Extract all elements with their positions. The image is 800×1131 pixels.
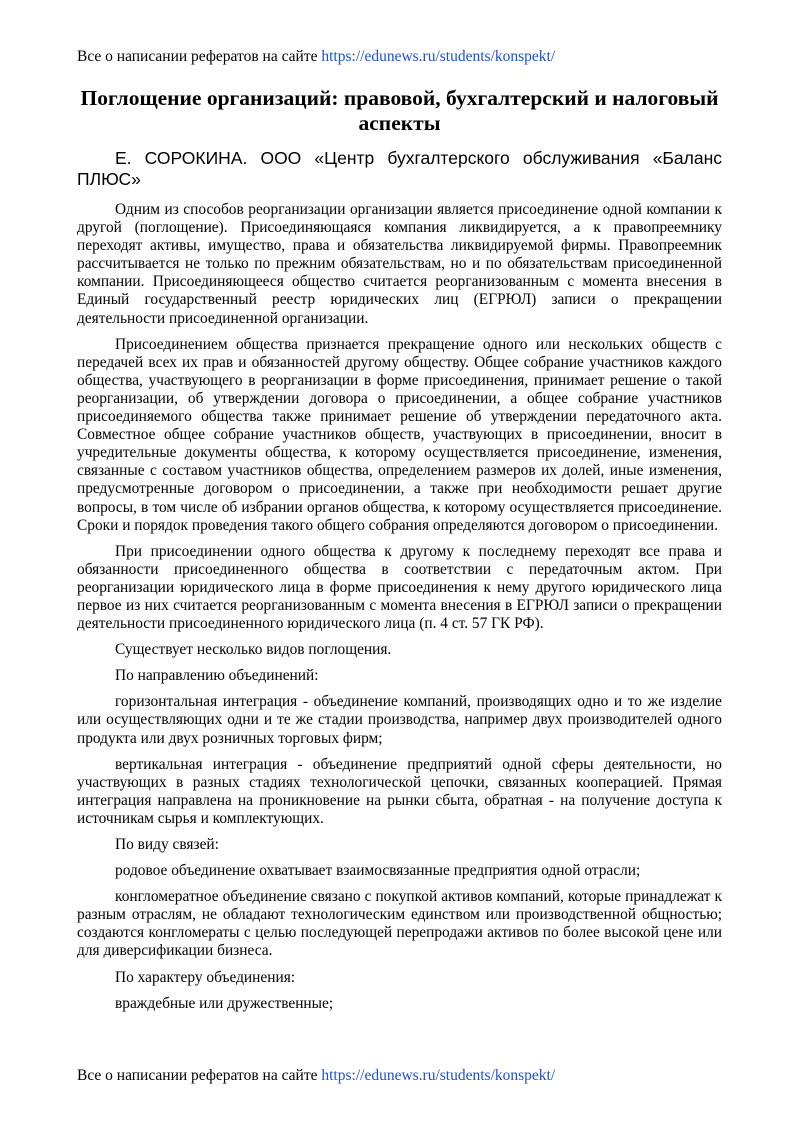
paragraph: Существует несколько видов поглощения. <box>115 641 392 659</box>
footer-link[interactable]: https://edunews.ru/students/konspekt/ <box>321 1067 556 1084</box>
paragraph: Одним из способов реорганизации организации является присоединение одной компании к другой (поглощение). Присоединяющаяся компания ликвидируется, а к правопреемнику переходят активы, имущество, права и обязательства ликвидируемой фирмы. Правопреемник рассчитывается не только по прежним обязательствам, но и по обязательствам присоединенной компании. Присоединяющееся общество считается реорганизованным с момента внесения в Единый государственный реестр юридических лиц (ЕГРЮЛ) записи о прекращении деятельности присоединенной организации. <box>77 201 722 327</box>
paragraph: враждебные или дружественные; <box>115 994 334 1012</box>
paragraph: вертикальная интеграция - объединение предприятий одной сферы деятельности, но участвующих в разных стадиях технологической цепочки, связанных кооперацией. Прямая интеграция направлена на проникновение на рынки сбыта, обратная - на получение доступа к источникам сырья и комплектующих. <box>77 755 722 827</box>
paragraph: По виду связей: <box>115 836 219 853</box>
document-title: Поглощение организаций: правовой, бухгалтерский и налоговый аспекты <box>80 86 719 135</box>
paragraph: горизонтальная интеграция - объединение компаний, производящих одно и то же изделие или осуществляющих одни и те же стадии производства, например двух производителей одного продукта или двух розничных торговых фирм; <box>77 693 722 747</box>
author-line: Е. СОРОКИНА. ООО «Центр бухгалтерского обслуживания «Баланс ПЛЮС» <box>77 148 722 189</box>
footer-text: Все о написании рефератов на сайте <box>77 1067 322 1084</box>
header-link[interactable]: https://edunews.ru/students/konspekt/ <box>321 48 556 65</box>
paragraph: родовое объединение охватывает взаимосвязанные предприятия одной отрасли; <box>115 862 641 880</box>
page-footer <box>77 1067 555 1085</box>
header-text: Все о написании рефератов на сайте <box>77 48 322 65</box>
page-header <box>77 48 555 66</box>
paragraph: конгломератное объединение связано с покупкой активов компаний, которые принадлежат к разным отраслям, не обладают технологическим единством или производственной общностью; создаются конгломераты с целью последующей перепродажи активов по более высокой цене или для диверсификации бизнеса. <box>77 888 722 960</box>
paragraph: По направлению объединений: <box>115 667 319 685</box>
document-body <box>77 86 722 1021</box>
paragraph: По характеру объединения: <box>115 968 296 986</box>
paragraph: При присоединении одного общества к другому к последнему переходят все права и обязанности присоединенного общества в соответствии с передаточным актом. При реорганизации юридического лица в форме присоединения к нему другого юридического лица первое из них считается реорганизованным с момента внесения в ЕГРЮЛ записи о прекращении деятельности присоединенного юридического лица (п. 4 ст. 57 ГК РФ). <box>77 542 722 633</box>
paragraph: Присоединением общества признается прекращение одного или нескольких обществ с передачей всех их прав и обязанностей другому обществу. Общее собрание участников каждого общества, участвующего в реорганизации в форме присоединения, принимает решение о такой реорганизации, об утверждении договора о присоединении, а общее собрание участников присоединяемого общества также принимает решение об утверждении передаточного акта. Совместное общее собрание участников обществ, участвующих в присоединении, вносит в учредительные документы общества, к которому осуществляется присоединение, изменения, связанные с составом участников общества, определением размеров их долей, иные изменения, предусмотренные договором о присоединении, а также при необходимости решает другие вопросы, в том числе об избрании органов общества, к которому осуществляется присоединение. Сроки и порядок проведения такого общего собрания определяются договором о присоединении. <box>77 335 722 534</box>
